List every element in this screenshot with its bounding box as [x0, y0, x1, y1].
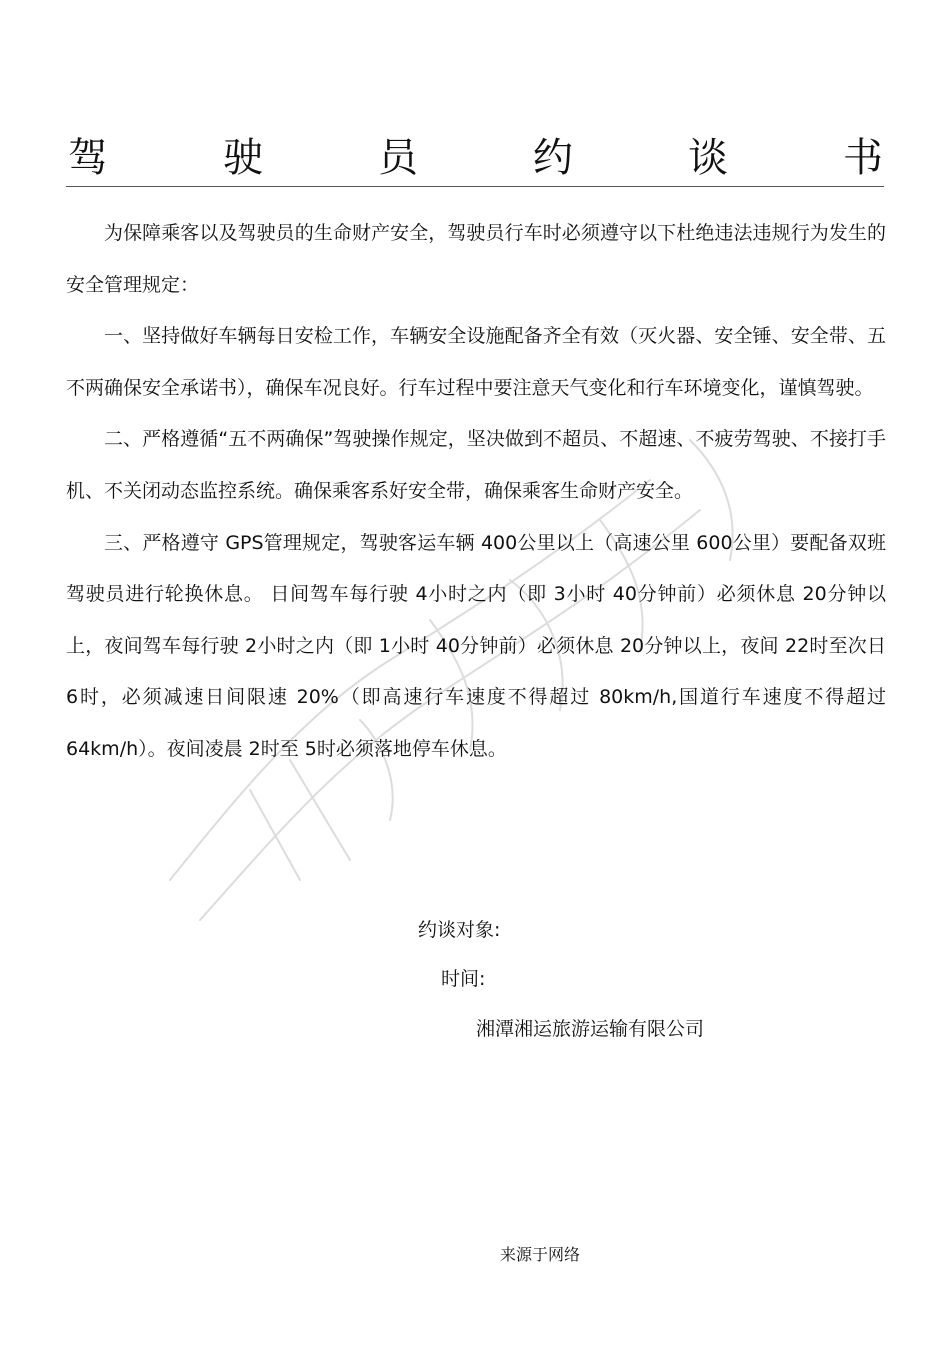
title-char: 驶	[223, 134, 263, 181]
title-char: 谈	[688, 134, 728, 181]
page-title	[68, 125, 883, 183]
rule-paragraph-3: 三、严格遵守 GPS管理规定，驾驶客运车辆 400公里以上（高速公里 600公里）要配备双班驾驶员进行轮换休息。 日间驾车每行驶 4小时之内（即 3小时 40分钟前）必须休息 20分钟以上，夜间驾车每行驶 2小时之内（即 1小时 40分钟前）必须休息 20分钟以上，夜间 22时至次日 6时，必须减速日间限速 20%（即高速行车速度不得超过 80km/h,国道行车速度不得超过 64km/h）。夜间凌晨 2时至 5时必须落地停车休息。	[66, 531, 886, 760]
document-body	[66, 208, 886, 776]
title-char: 驾	[68, 134, 108, 181]
title-char: 员	[378, 134, 418, 181]
intro-paragraph: 为保障乘客以及驾驶员的生命财产安全，驾驶员行车时必须遵守以下杜绝违法违规行为发生的安全管理规定：	[66, 222, 886, 296]
time-label: 时间:	[441, 968, 486, 990]
company-name: 湘潭湘运旅游运输有限公司	[476, 1018, 705, 1040]
title-char: 约	[533, 134, 573, 181]
source-footer: 来源于网络	[500, 1245, 581, 1264]
title-char: 书	[843, 134, 883, 181]
interviewee-label: 约谈对象:	[418, 919, 501, 941]
rule-paragraph-2: 二、严格遵循“五不两确保”驾驶操作规定，坚决做到不超员、不超速、不疲劳驾驶、不接打手机、不关闭动态监控系统。确保乘客系好安全带，确保乘客生命财产安全。	[66, 428, 886, 502]
rule-paragraph-1: 一、坚持做好车辆每日安检工作，车辆安全设施配备齐全有效（灭火器、安全锤、安全带、五不两确保安全承诺书），确保车况良好。行车过程中要注意天气变化和行车环境变化，谨慎驾驶。	[66, 325, 886, 399]
title-divider	[66, 186, 884, 187]
